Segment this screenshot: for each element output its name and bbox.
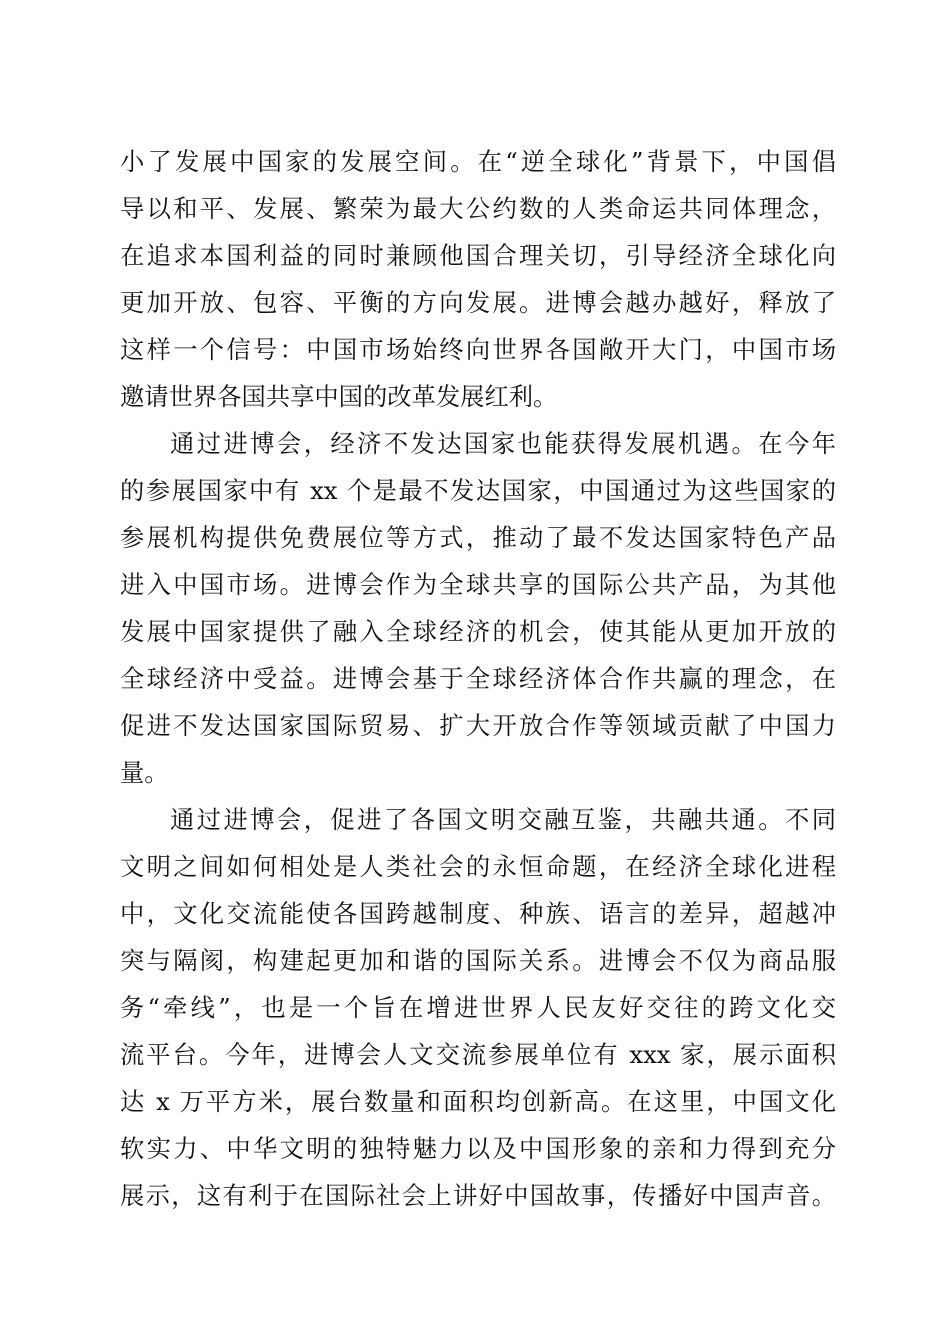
text-line: 在追求本国利益的同时兼顾他国合理关切，引导经济全球化向 — [120, 241, 836, 270]
text-line: 促进不发达国家国际贸易、扩大开放合作等领域贡献了中国力 — [120, 711, 836, 740]
text-line: 全球经济中受益。进博会基于全球经济体合作共赢的理念，在 — [120, 664, 836, 693]
text-line: 参展机构提供免费展位等方式，推动了最不发达国家特色产品 — [120, 523, 836, 552]
text-line: 进入中国市场。进博会作为全球共享的国际公共产品，为其他 — [120, 570, 836, 599]
text-line: 软实力、中华文明的独特魅力以及中国形象的亲和力得到充分 — [120, 1134, 836, 1163]
text-line: 发展中国家提供了融入全球经济的机会，使其能从更加开放的 — [120, 617, 836, 646]
text-line: 的参展国家中有 xx 个是最不发达国家，中国通过为这些国家的 — [120, 476, 836, 505]
text-line: 文明之间如何相处是人类社会的永恒命题，在经济全球化进程 — [120, 852, 836, 881]
text-line: 通过进博会，经济不发达国家也能获得发展机遇。在今年 — [170, 429, 836, 458]
text-line: 小了发展中国家的发展空间。在“逆全球化”背景下，中国倡 — [120, 147, 836, 176]
text-line: 务“牵线”，也是一个旨在增进世界人民友好交往的跨文化交 — [120, 993, 836, 1022]
text-line: 量。 — [120, 758, 169, 787]
text-line: 更加开放、包容、平衡的方向发展。进博会越办越好，释放了 — [120, 288, 836, 317]
text-line: 流平台。今年，进博会人文交流参展单位有 xxx 家，展示面积 — [120, 1040, 836, 1069]
text-line: 邀请世界各国共享中国的改革发展红利。 — [120, 382, 558, 411]
text-line: 突与隔阂，构建起更加和谐的国际关系。进博会不仅为商品服 — [120, 946, 836, 975]
text-line: 达 x 万平方米，展台数量和面积均创新高。在这里，中国文化 — [120, 1087, 836, 1116]
text-line: 这样一个信号：中国市场始终向世界各国敞开大门，中国市场 — [120, 335, 836, 364]
text-line: 导以和平、发展、繁荣为最大公约数的人类命运共同体理念， — [120, 194, 836, 223]
text-line: 展示，这有利于在国际社会上讲好中国故事，传播好中国声音。 — [120, 1181, 836, 1210]
text-line: 中，文化交流能使各国跨越制度、种族、语言的差异，超越冲 — [120, 899, 836, 928]
text-line: 通过进博会，促进了各国文明交融互鉴，共融共通。不同 — [170, 805, 836, 834]
